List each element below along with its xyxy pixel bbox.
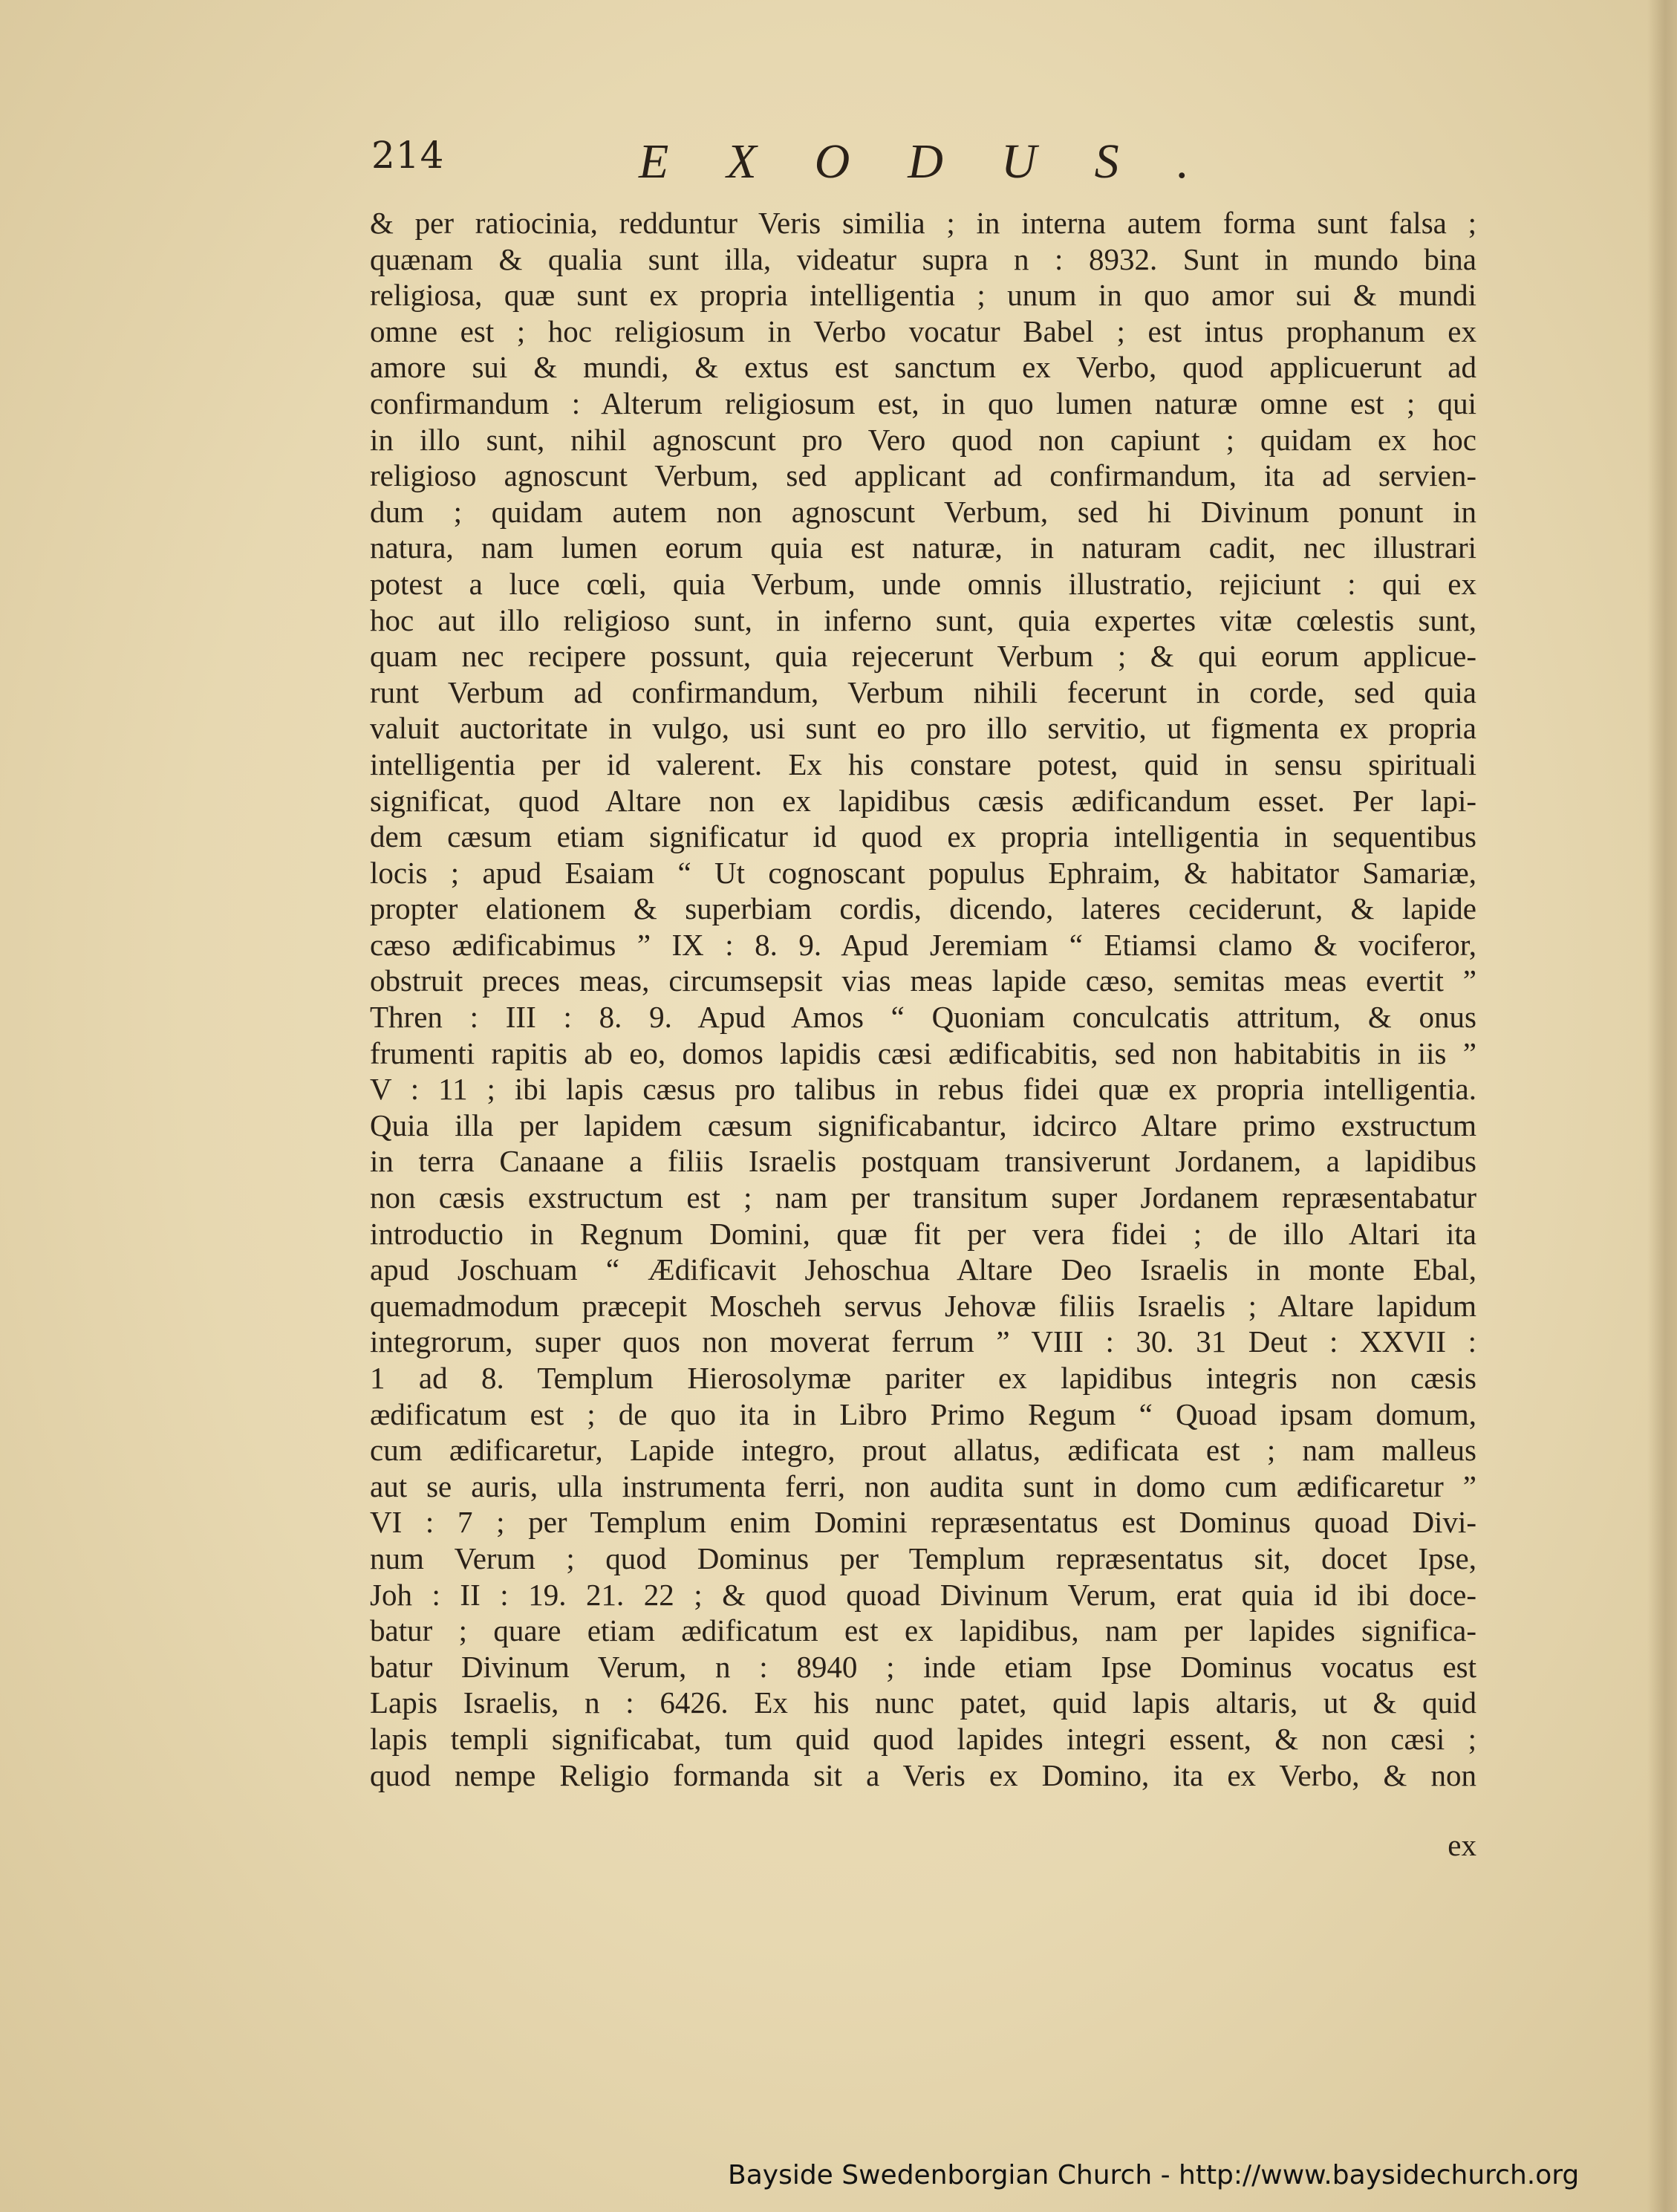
text-line: confirmandum : Alterum religiosum est, in quo lumen naturæ omne est ; qui bbox=[370, 386, 1476, 420]
text-line: 1 ad 8. Templum Hierosolymæ pariter ex lapidibus integris non cæsis bbox=[370, 1361, 1476, 1395]
text-line: lapis templi significabat, tum quid quod lapides integri essent, & non cæsi ; bbox=[370, 1721, 1476, 1756]
text-line: significat, quod Altare non ex lapidibus cæsis ædificandum esset. Per lapi- bbox=[370, 783, 1476, 818]
text-line: religiosa, quæ sunt ex propria intelligentia ; unum in quo amor sui & mundi bbox=[370, 278, 1476, 313]
text-line: batur ; quare etiam ædificatum est ex lapidibus, nam per lapides significa- bbox=[370, 1613, 1476, 1648]
text-line: intelligentia per id valerent. Ex his constare potest, quid in sensu spirituali bbox=[370, 746, 1476, 781]
text-line: Joh : II : 19. 21. 22 ; & quod quoad Divinum Verum, erat quia id ibi doce- bbox=[370, 1577, 1476, 1612]
text-line: Thren : III : 8. 9. Apud Amos “ Quoniam conculcatis attritum, & onus bbox=[370, 1000, 1476, 1035]
text-line: in terra Canaane a filiis Israelis postquam transiverunt Jordanem, a lapidibus bbox=[370, 1144, 1476, 1179]
text-line: propter elationem & superbiam cordis, dicendo, lateres ceciderunt, & lapide bbox=[370, 891, 1476, 926]
text-line: num Verum ; quod Dominus per Templum repræsentatus sit, docet Ipse, bbox=[370, 1541, 1476, 1575]
text-line: introductio in Regnum Domini, quæ fit per vera fidei ; de illo Altari ita bbox=[370, 1216, 1476, 1251]
text-line: Quia illa per lapidem cæsum significabantur, idcirco Altare primo exstructum bbox=[370, 1107, 1476, 1142]
text-line: integrorum, super quos non moverat ferrum ” VIII : 30. 31 Deut : XXVII : bbox=[370, 1324, 1476, 1359]
page-header bbox=[371, 134, 1485, 201]
body-text-block bbox=[370, 205, 1476, 1793]
text-line: cæso ædificabimus ” IX : 8. 9. Apud Jeremiam “ Etiamsi clamo & vociferor, bbox=[370, 927, 1476, 962]
text-line: batur Divinum Verum, n : 8940 ; inde etiam Ipse Dominus vocatus est bbox=[370, 1649, 1476, 1684]
text-line: quænam & qualia sunt illa, videatur supra n : 8932. Sunt in mundo bina bbox=[370, 241, 1476, 276]
text-line: non cæsis exstructum est ; nam per transitum super Jordanem repræsentabatur bbox=[370, 1180, 1476, 1215]
text-line: dum ; quidam autem non agnoscunt Verbum, sed hi Divinum ponunt in bbox=[370, 494, 1476, 529]
text-line: natura, nam lumen eorum quia est naturæ, in naturam cadit, nec illustrari bbox=[370, 530, 1476, 565]
text-line: locis ; apud Esaiam “ Ut cognoscant populus Ephraim, & habitator Samariæ, bbox=[370, 855, 1476, 890]
text-line: quam nec recipere possunt, quia rejecerunt Verbum ; & qui eorum applicue- bbox=[370, 639, 1476, 674]
text-line: valuit auctoritate in vulgo, usi sunt eo pro illo servitio, ut figmenta ex propria bbox=[370, 711, 1476, 746]
footer-credit: Bayside Swedenborgian Church - http://www.baysidechurch.org bbox=[728, 2160, 1580, 2190]
text-line: apud Joschuam “ Ædificavit Jehoschua Altare Deo Israelis in monte Ebal, bbox=[370, 1252, 1476, 1287]
text-line: dem cæsum etiam significatur id quod ex propria intelligentia in sequentibus bbox=[370, 819, 1476, 854]
text-line: & per ratiocinia, redduntur Veris similia ; in interna autem forma sunt falsa ; bbox=[370, 206, 1476, 240]
text-line: potest a luce cœli, quia Verbum, unde omnis illustratio, rejiciunt : qui ex bbox=[370, 566, 1476, 601]
text-line: ædificatum est ; de quo ita in Libro Primo Regum “ Quoad ipsam domum, bbox=[370, 1396, 1476, 1431]
text-line: Lapis Israelis, n : 6426. Ex his nunc patet, quid lapis altaris, ut & quid bbox=[370, 1685, 1476, 1720]
running-head-title: EXODUS. bbox=[639, 134, 1248, 189]
text-line: runt Verbum ad confirmandum, Verbum nihili fecerunt in corde, sed quia bbox=[370, 674, 1476, 709]
page-edge-shadow bbox=[1647, 0, 1677, 2212]
text-line: quod nempe Religio formanda sit a Veris ex Domino, ita ex Verbo, & non bbox=[370, 1757, 1476, 1792]
text-line: V : 11 ; ibi lapis cæsus pro talibus in rebus fidei quæ ex propria intelligentia. bbox=[370, 1072, 1476, 1107]
text-line: amore sui & mundi, & extus est sanctum ex Verbo, quod applicuerunt ad bbox=[370, 350, 1476, 385]
text-line: in illo sunt, nihil agnoscunt pro Vero quod non capiunt ; quidam ex hoc bbox=[370, 422, 1476, 457]
text-line: VI : 7 ; per Templum enim Domini repræsentatus est Dominus quoad Divi- bbox=[370, 1505, 1476, 1540]
text-line: aut se auris, ulla instrumenta ferri, non audita sunt in domo cum ædificaretur ” bbox=[370, 1468, 1476, 1503]
text-line: hoc aut illo religioso sunt, in inferno sunt, quia expertes vitæ cœlestis sunt, bbox=[370, 602, 1476, 637]
catchword: ex bbox=[1448, 1828, 1476, 1862]
text-line: cum ædificaretur, Lapide integro, prout allatus, ædificata est ; nam malleus bbox=[370, 1433, 1476, 1468]
text-line: quemadmodum præcepit Moscheh servus Jehovæ filiis Israelis ; Altare lapidum bbox=[370, 1288, 1476, 1323]
page-number: 214 bbox=[371, 134, 445, 177]
text-line: frumenti rapitis ab eo, domos lapidis cæsi ædificabitis, sed non habitabitis in iis ” bbox=[370, 1035, 1476, 1070]
text-line: religioso agnoscunt Verbum, sed applicant ad confirmandum, ita ad servien- bbox=[370, 458, 1476, 493]
text-line: omne est ; hoc religiosum in Verbo vocatur Babel ; est intus prophanum ex bbox=[370, 313, 1476, 348]
text-line: obstruit preces meas, circumsepsit vias meas lapide cæso, semitas meas evertit ” bbox=[370, 963, 1476, 998]
